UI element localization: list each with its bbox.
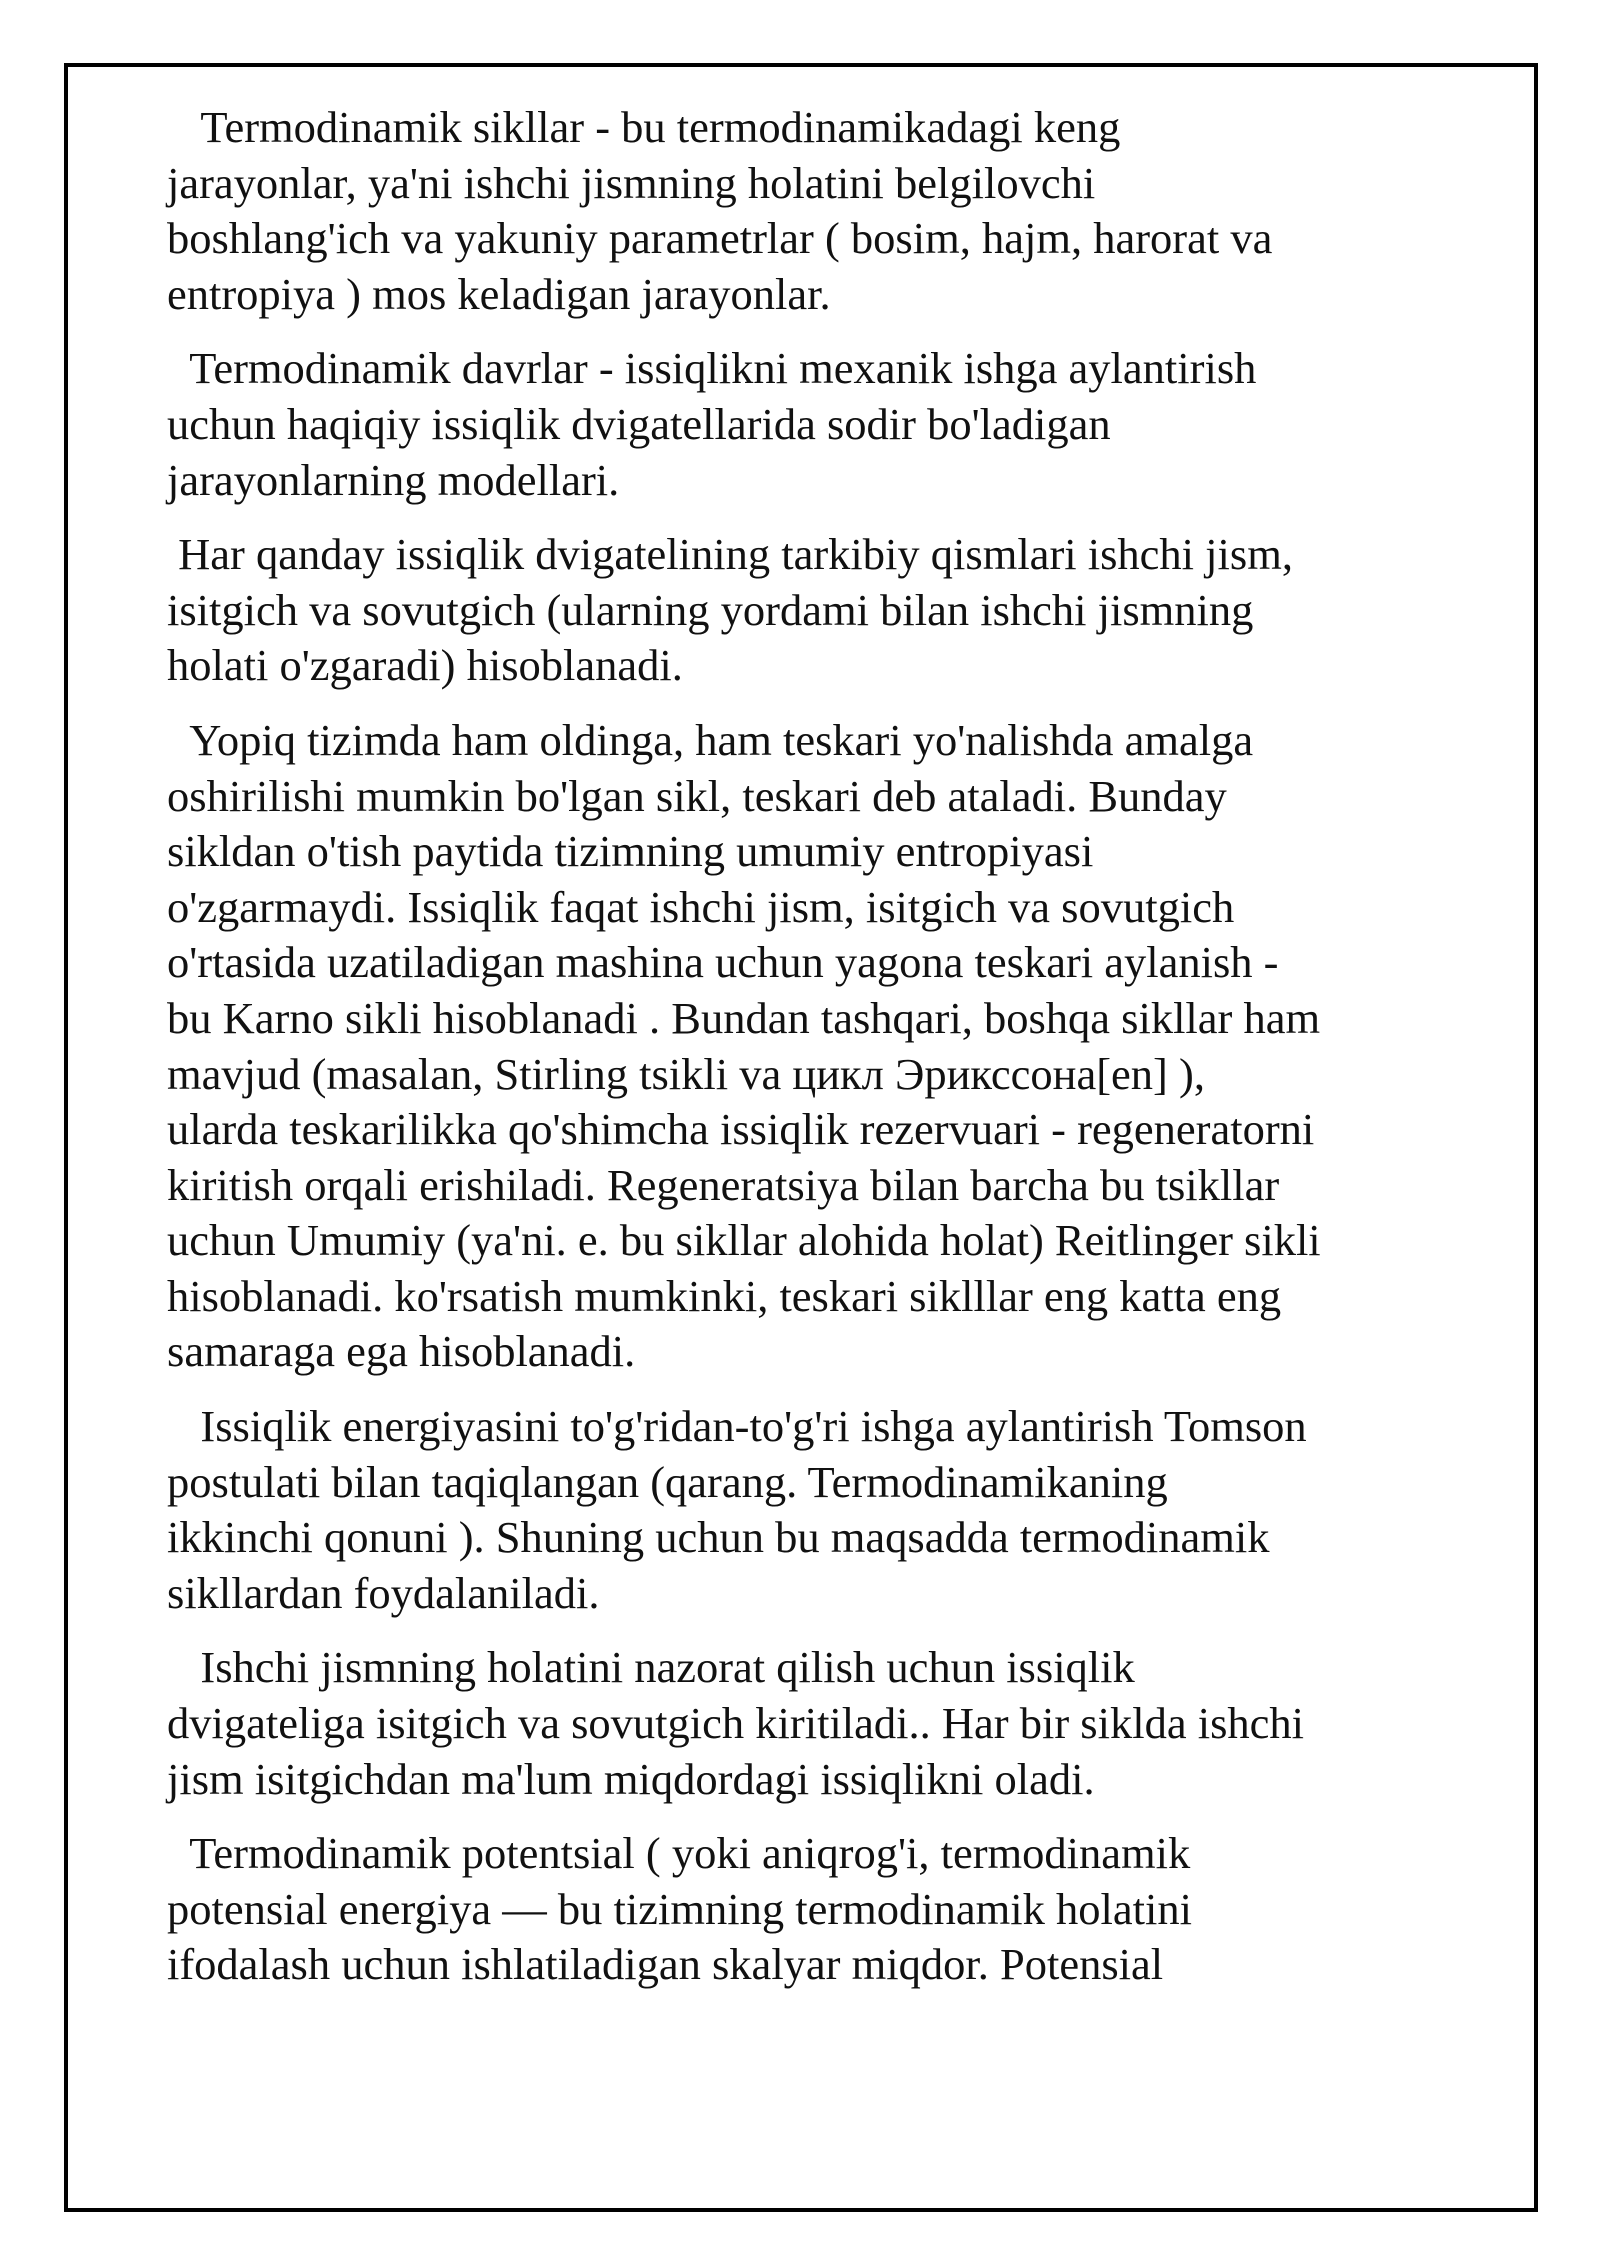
paragraph-thermodynamic-periods: Termodinamik davrlar - issiqlikni mexanik ishga aylantirish uchun haqiqiy issiqlik dvigatellarida sodir bo'ladigan jarayonlarning modellari. [167, 343, 1257, 505]
document-body [167, 100, 1497, 2012]
paragraph-reversible-cycle: Yopiq tizimda ham oldinga, ham teskari yo'nalishda amalga oshirilishi mumkin bo'lgan sikl, teskari deb ataladi. Bunday sikldan o'tish paytida tizimning umumiy entropiyasi o'zgarmaydi. Issiqlik faqat ishchi jism, isitgich va sovutgich o'rtasida uzatiladigan mashina uchun yagona teskari aylanish - bu Karno sikli hisoblanadi . Bundan tashqari, boshqa sikllar ham mavjud (masalan, Stirling tsikli va цикл Эрикссона[en] ), ularda teskarilikka qo'shimcha issiqlik rezervuari - regeneratorni kiritish orqali erishiladi. Regeneratsiya bilan barcha bu tsikllar uchun Umumiy (ya'ni. e. bu sikllar alohida holat) Reitlinger sikli hisoblanadi. ko'rsatish mumkinki, teskari siklllar eng katta eng samaraga ega hisoblanadi. [167, 714, 1321, 1377]
paragraph-engine-components: Har qanday issiqlik dvigatelining tarkibiy qismlari ishchi jism, isitgich va sovutgich (ularning yordami bilan ishchi jismning holati o'zgaradi) hisoblanadi. [167, 529, 1293, 691]
paragraph-thomson-postulate: Issiqlik energiyasini to'g'ridan-to'g'ri ishga aylantirish Tomson postulati bilan taqiqlangan (qarang. Termodinamikaning ikkinchi qonuni ). Shuning uchun bu maqsadda termodinamik sikllardan foydalaniladi. [167, 1401, 1307, 1618]
paragraph-thermodynamic-potential: Termodinamik potentsial ( yoki aniqrog'i, termodinamik potensial energiya — bu tizimning termodinamik holatini ifodalash uchun ishlatiladigan skalyar miqdor. Potensial [167, 1828, 1192, 1990]
paragraph-heater-cooler: Ishchi jismning holatini nazorat qilish uchun issiqlik dvigateliga isitgich va sovutgich kiritiladi.. Har bir siklda ishchi jism isitgichdan ma'lum miqdordagi issiqlikni oladi. [167, 1642, 1305, 1804]
paragraph-thermodynamic-cycles: Termodinamik sikllar - bu termodinamikadagi keng jarayonlar, ya'ni ishchi jismning holatini belgilovchi boshlang'ich va yakuniy parametrlar ( bosim, hajm, harorat va entropiya ) mos keladigan jarayonlar. [167, 102, 1273, 319]
